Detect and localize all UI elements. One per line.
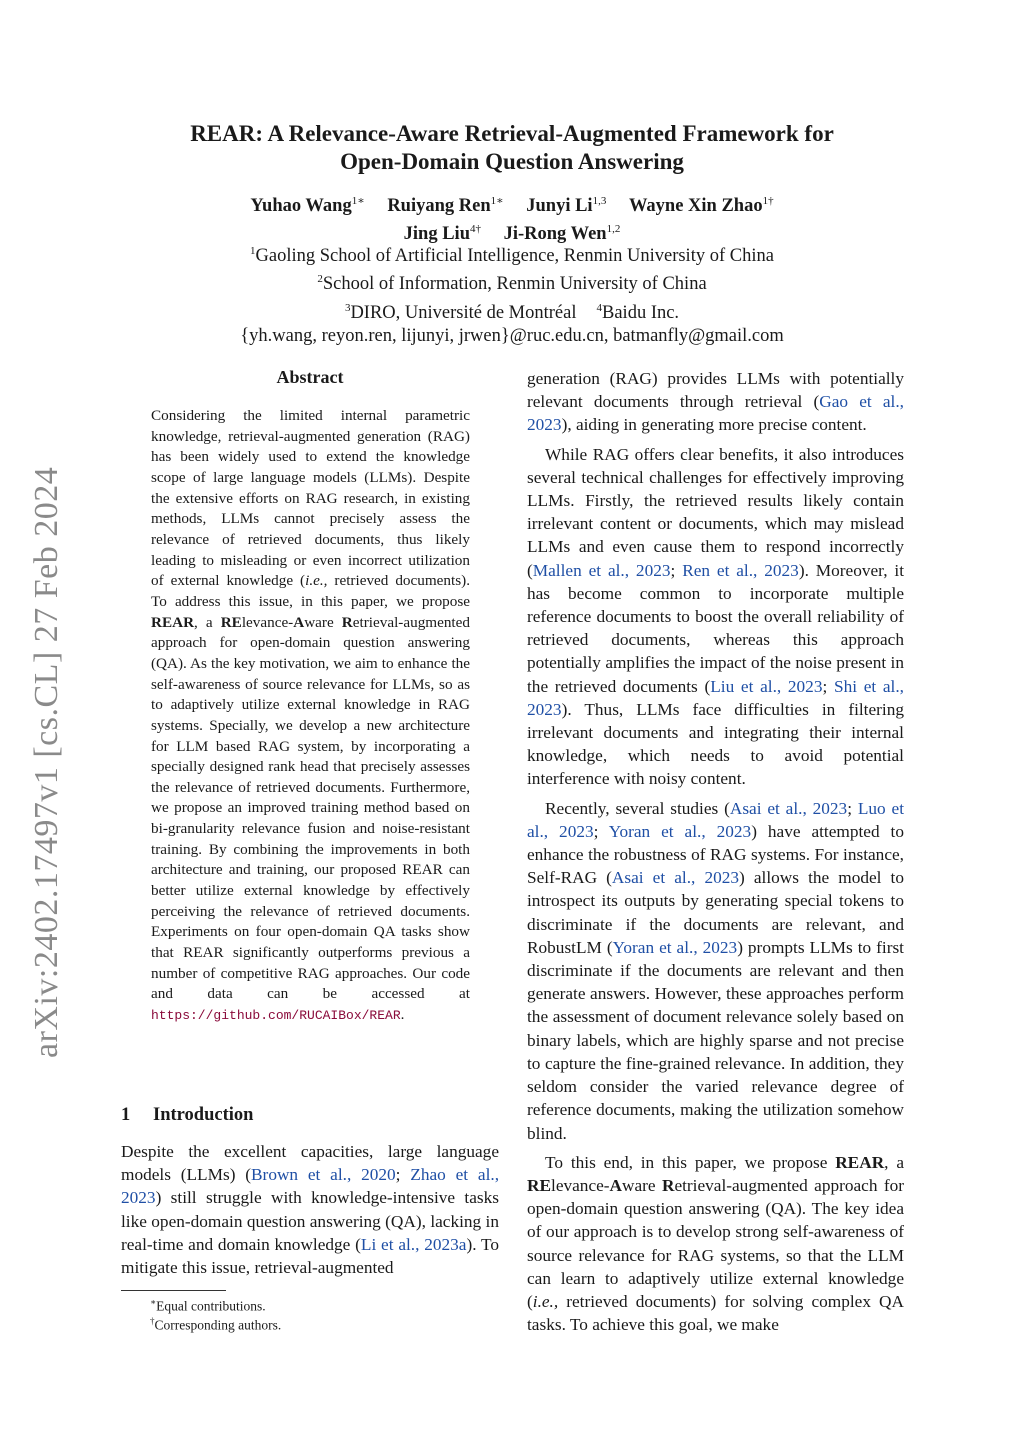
body-text: ;	[593, 821, 609, 841]
body-text: retrieved documents) for solving complex QA tasks. To achieve this goal, we make	[527, 1291, 904, 1335]
abstract-bold: REAR	[151, 613, 195, 631]
section-number: 1	[121, 1105, 131, 1125]
affiliation-mark: 4	[596, 301, 602, 314]
body-text: etrieval-augmented approach for open-domain question answering (QA). The key idea of our approach is to develop strong self-awareness of source relevance for RAG systems, so that the LLM can learn to adaptively utilize external knowledge (	[527, 1175, 904, 1311]
author	[387, 190, 503, 218]
author-mark: 1,2	[606, 223, 621, 236]
abstract-text: retrieved documents). To address this issue, in this paper, we propose	[151, 572, 470, 610]
author-mark: 4†	[469, 223, 481, 236]
author-list	[0, 190, 1024, 246]
paragraph	[527, 1151, 904, 1337]
abstract-text: Considering the limited internal parametric knowledge, retrieval-augmented generation (RAG) has been widely used to extend the knowledge scope of large language models (LLMs). Despite the extensive efforts on RAG research, in existing methods, LLMs cannot precisely assess the relevance of retrieved documents, thus likely leading to misleading or even incorrect utilization of external knowledge (	[151, 407, 470, 590]
author-row-1	[0, 190, 1024, 218]
body-text: ;	[395, 1165, 411, 1185]
abstract-heading: Abstract	[276, 367, 344, 387]
section-title: Introduction	[153, 1105, 254, 1125]
affiliation-text: Gaoling School of Artificial Intelligence, Renmin University of China	[255, 246, 774, 267]
citation-link[interactable]: Brown et al., 2020	[251, 1165, 396, 1185]
citation-link[interactable]: Yoran et al., 2023	[608, 821, 752, 841]
abstract-text: levance-	[241, 613, 294, 631]
body-text: ;	[822, 676, 834, 696]
abstract-body	[151, 406, 470, 1027]
author-name: Jing Liu	[403, 224, 470, 245]
footnote-text: Corresponding authors.	[154, 1317, 282, 1333]
footnote-rule	[121, 1290, 226, 1291]
right-column	[527, 367, 904, 1342]
body-text: ;	[847, 798, 858, 818]
citation-link[interactable]: Gao et al., 2023	[527, 392, 904, 435]
title-line-2: Open-Domain Question Answering	[340, 149, 684, 174]
abstract-text: ware	[304, 613, 342, 631]
author-name: Ruiyang Ren	[387, 196, 491, 217]
body-text: ) have attempted to enhance the robustness of RAG systems. For instance, Self-RAG (	[527, 821, 904, 888]
italic-text: i.e.,	[532, 1291, 559, 1311]
abstract-bold: R	[341, 613, 353, 631]
affiliation-mark: 1	[250, 245, 256, 257]
body-text: ). To mitigate this issue, retrieval-augmented	[121, 1234, 499, 1278]
bold-text: REAR	[835, 1152, 885, 1172]
author-emails: {yh.wang, reyon.ren, lijunyi, jrwen}@ruc.edu.cn, batmanfly@gmail.com	[240, 326, 784, 347]
paragraph	[527, 443, 904, 791]
bold-text: RE	[527, 1175, 552, 1195]
author-mark: 1,3	[592, 195, 607, 207]
abstract-text: , a	[194, 613, 221, 631]
affiliations	[0, 240, 1024, 349]
footnote-mark: ∗	[150, 1297, 157, 1307]
body-text: Despite the excellent capacities, large language models (LLMs) (	[121, 1142, 499, 1185]
footnote-text: Equal contributions.	[156, 1298, 266, 1314]
paper-title	[0, 120, 1024, 176]
abstract-text: etrieval-augmented approach for open-domain question answering (QA). As the key motivation, we aim to enhance the self-awareness of source relevance for LLMs, so as to adaptively utilize external knowledge in RAG systems. Specially, we develop a new architecture for LLM based RAG system, by incorporating a specially designed rank head that precisely assesses the relevance of retrieved documents. Furthermore, we propose an improved training method based on bi-granularity relevance fusion and noise-resistant training. By combining the improvements in both architecture and training, our proposed REAR can better utilize external knowledge by effectively perceiving the relevance of retrieved documents. Experiments on four open-domain QA tasks show that REAR significantly outperforms previous a number of competitive RAG approaches. Our code and data can be accessed at	[151, 613, 470, 1003]
intro-paragraph	[121, 1140, 499, 1279]
citation-link[interactable]: Zhao et al., 2023	[121, 1165, 500, 1208]
affiliation-text: School of Information, Renmin University of China	[322, 274, 707, 295]
arxiv-side-stamp: arXiv:2402.17497v1 [cs.CL] 27 Feb 2024	[28, 466, 65, 1058]
section-heading	[121, 1105, 253, 1126]
author	[526, 190, 606, 218]
abstract-text: .	[400, 1006, 405, 1024]
body-text: ) still struggle with knowledge-intensive tasks like open-domain question answering (QA), lacking in real-time and domain knowledge (	[121, 1188, 499, 1254]
body-text: ). Moreover, it has become common to incorporate multiple reference documents to boost the overall reliability of retrieved documents, whereas this approach potentially amplifies the impact of the noise present in the retrieved documents (	[527, 560, 905, 696]
author-mark: 1†	[762, 195, 774, 207]
author-mark: 1∗	[351, 195, 365, 207]
body-text: ), aiding in generating more precise content.	[561, 415, 867, 435]
author-name: Ji-Rong Wen	[503, 224, 607, 245]
citation-link[interactable]: Mallen et al., 2023	[532, 560, 671, 580]
affiliation-3-4	[0, 297, 1024, 325]
body-text: ). Thus, LLMs face difficulties in filtering irrelevant documents and integrating their internal knowledge, which needs to avoid potential interference with noisy content.	[527, 699, 904, 789]
bold-text: R	[661, 1175, 675, 1195]
footnote-mark: †	[150, 1316, 155, 1326]
affiliation-mark: 3	[344, 301, 351, 314]
bold-text: A	[609, 1175, 623, 1195]
body-text: To this end, in this paper, we propose	[545, 1152, 836, 1172]
body-text: levance-	[551, 1175, 610, 1195]
author-mark: 1∗	[490, 195, 504, 207]
affiliation-1	[0, 240, 1024, 268]
author-name: Yuhao Wang	[250, 196, 352, 217]
affiliation-text: DIRO, Université de Montréal	[350, 303, 577, 324]
body-text: While RAG offers clear benefits, it also introduces several technical challenges for effectively improving LLMs. Firstly, the retrieved results likely contain irrelevant content or documents, which may mislead LLMs and even cause them to respond incorrectly (	[527, 444, 904, 580]
body-text: ;	[670, 560, 683, 580]
author	[250, 190, 364, 218]
code-link[interactable]: https://github.com/RUCAIBox/REAR	[151, 1008, 401, 1024]
citation-link[interactable]: Shi et al., 2023	[527, 676, 904, 719]
citation-link[interactable]: Liu et al., 2023	[710, 676, 823, 696]
body-text: Recently, several studies (	[545, 798, 730, 818]
author	[629, 190, 774, 218]
affiliation-text: Baidu Inc.	[602, 303, 680, 324]
author-name: Wayne Xin Zhao	[628, 196, 763, 217]
citation-link[interactable]: Asai et al., 2023	[611, 868, 740, 888]
paragraph	[527, 797, 904, 1145]
citation-link[interactable]: Luo et al., 2023	[527, 798, 904, 841]
body-text: generation (RAG) provides LLMs with potentially relevant documents through retrieval (	[527, 369, 904, 412]
title-line-1: REAR: A Relevance-Aware Retrieval-Augmented Framework for	[190, 121, 834, 146]
abstract-italic: i.e.,	[305, 572, 328, 590]
citation-link[interactable]: Li et al., 2023a	[360, 1234, 467, 1254]
abstract-bold: RE	[220, 613, 242, 631]
body-text: , a	[884, 1152, 904, 1172]
body-text: ) prompts LLMs to first discriminate if the documents are relevant and then generate answers. However, these approaches perform the assessment of document relevance solely based on binary labels, which are highly sparse and not precise to capture the fine-grained relevance. In addition, they seldom consider the varied relevance degree of reference documents, making the utilization somehow blind.	[527, 937, 904, 1143]
intro-left-column	[121, 1140, 499, 1285]
body-text: ) allows the model to introspect its outputs by generating special tokens to discriminate if the documents are relevant, and RobustLM (	[527, 868, 904, 957]
citation-link[interactable]: Ren et al., 2023	[682, 560, 799, 580]
affiliation-mark: 2	[317, 273, 323, 286]
body-text: ware	[622, 1175, 662, 1195]
paragraph	[527, 367, 904, 437]
citation-link[interactable]: Yoran et al., 2023	[612, 937, 738, 957]
citation-link[interactable]: Asai et al., 2023	[729, 798, 848, 818]
author-name: Junyi Li	[526, 196, 593, 217]
footnote-2	[150, 1312, 281, 1335]
abstract-bold: A	[293, 613, 305, 631]
affiliation-2	[0, 268, 1024, 296]
